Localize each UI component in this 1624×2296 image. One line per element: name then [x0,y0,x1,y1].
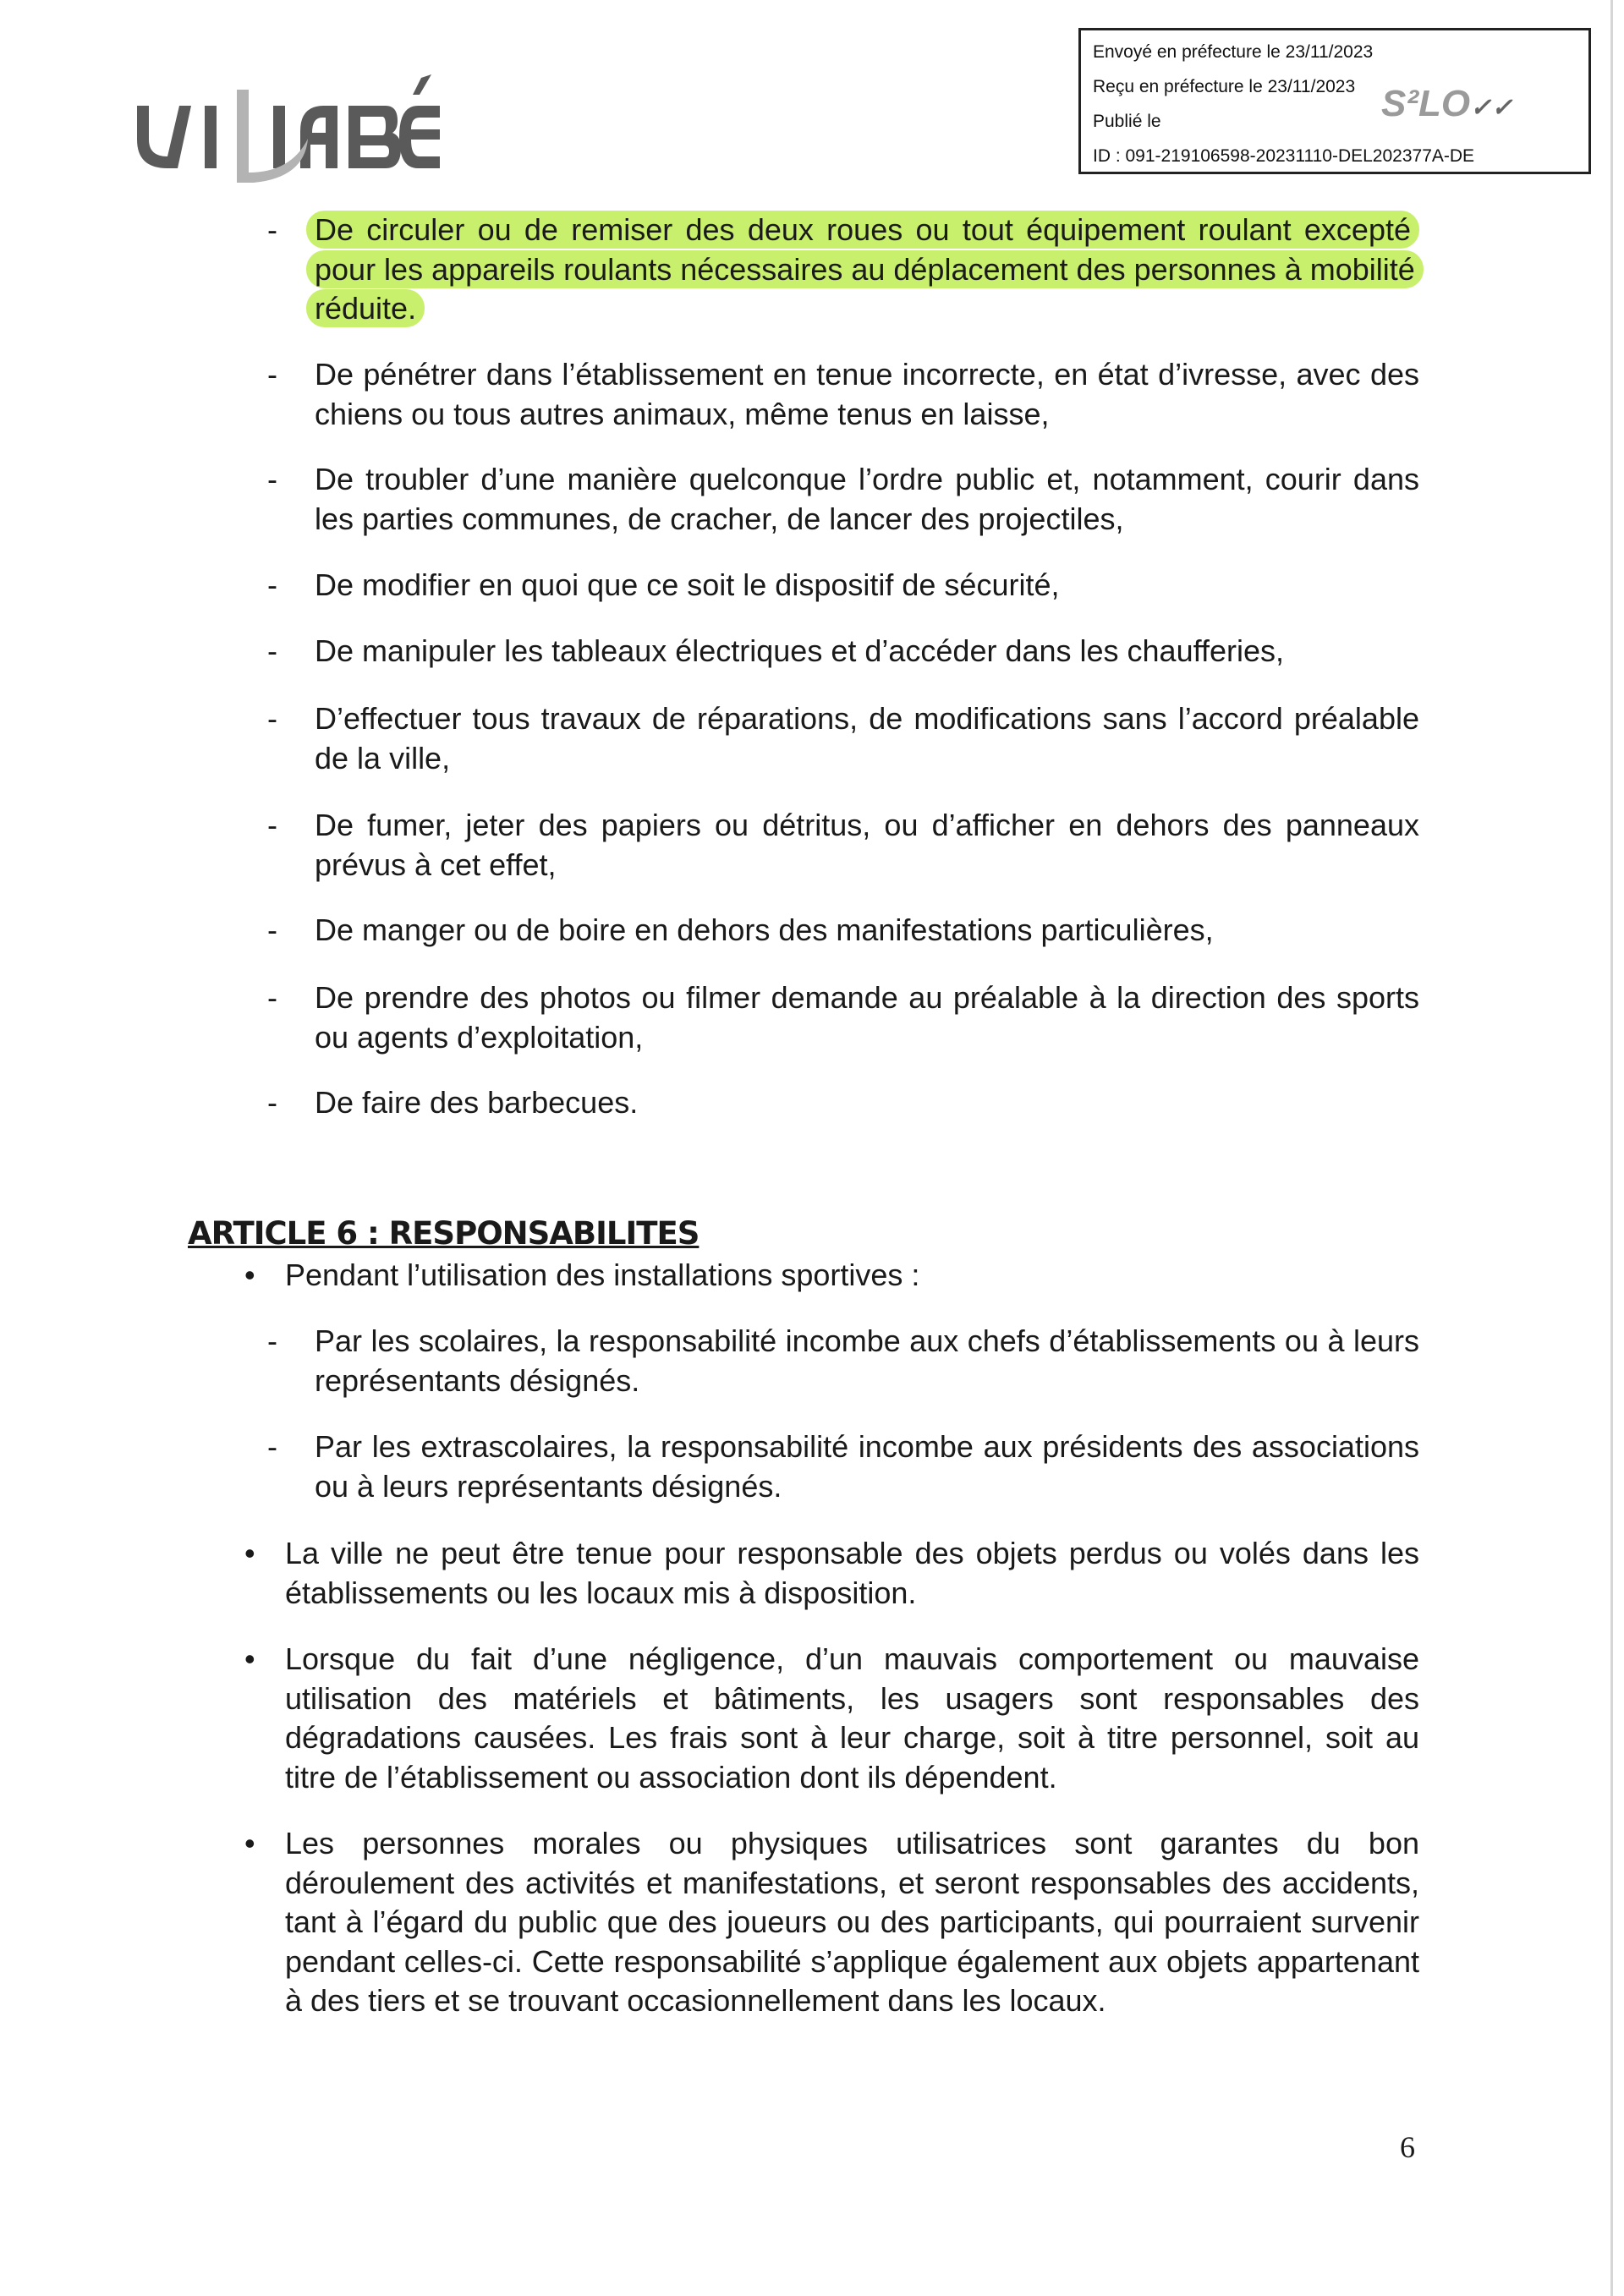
list-item-text: De modifier en quoi que ce soit le dispositif de sécurité, [315,567,1060,602]
dash-marker: - [267,808,277,842]
sub-list-item [267,1427,1419,1506]
page-edge [1610,0,1613,2296]
list-item-text: De faire des barbecues. [315,1085,639,1120]
list-item-text: D’effectuer tous travaux de réparations, de modifications sans l’accord préalable de la ville, [315,701,1419,775]
bullet-text: La ville ne peut être tenue pour responsable des objets perdus ou volés dans les établissements ou les locaux mis à disposition. [285,1536,1419,1610]
bullet-item [244,1824,1419,2021]
dash-marker: - [267,980,277,1015]
bullet-item [244,1534,1419,1613]
list-item [267,806,1419,885]
bullet-text: Pendant l’utilisation des installations sportives : [285,1258,920,1292]
list-item-text: De manger ou de boire en dehors des manifestations particulières, [315,912,1214,947]
stamp-received-date: Reçu en préfecture le 23/11/2023 [1093,77,1356,96]
list-item [267,978,1419,1057]
dash-marker: - [267,912,277,947]
sub-list-item [267,1322,1419,1400]
list-item [267,911,1419,951]
bullet-marker: • [244,1641,255,1676]
dash-marker: - [267,357,277,392]
dash-marker: - [267,1323,277,1358]
list-item [267,632,1419,671]
list-item [267,1083,1419,1123]
highlighted-text: De circuler ou de remiser des deux roues ou tout équipement roulant excepté pour les appareils roulants nécessaires au déplacement des personnes à mobilité réduite. [306,211,1424,327]
prefecture-stamp [1078,28,1591,174]
dash-marker: - [267,567,277,602]
stamp-id: ID : 091-219106598-20231110-DEL202377A-DE [1093,146,1475,166]
bullet-marker: • [244,1258,255,1292]
list-item-text: De prendre des photos ou filmer demande au préalable à la direction des sports ou agents d’exploitation, [315,980,1419,1055]
villabe-logo [127,68,448,195]
bullet-item [244,1256,1419,1296]
list-item-text: De fumer, jeter des papiers ou détritus, ou d’afficher en dehors des panneaux prévus à cet effet, [315,808,1419,882]
bullet-text: Les personnes morales ou physiques utilisatrices sont garantes du bon déroulement des activités et manifestations, et seront responsables des accidents, tant à l’égard du public que des joueurs ou des participants, qui pourraient survenir pendant celles-ci. Cette responsabilité s’applique également aux objets appartenant à des tiers et se trouvant occasionnellement dans les locaux. [285,1826,1419,2018]
bullet-marker: • [244,1536,255,1570]
stamp-sent-date: Envoyé en préfecture le 23/11/2023 [1093,42,1374,62]
list-item [267,460,1419,539]
page-number: 6 [1400,2130,1415,2164]
dash-marker: - [267,1085,277,1120]
bullet-item [244,1640,1419,1797]
dash-marker: - [267,633,277,668]
list-item [267,355,1419,434]
dash-marker: - [267,462,277,496]
s2lo-logo: S²LO✓✓ [1381,83,1513,124]
list-item-text: De manipuler les tableaux électriques et d’accéder dans les chaufferies, [315,633,1284,668]
list-item [267,211,1419,329]
list-item-text: Par les extrascolaires, la responsabilité incombe aux présidents des associations ou à leurs représentants désignés. [315,1429,1419,1504]
list-item-text: De pénétrer dans l’établissement en tenue incorrecte, en état d’ivresse, avec des chiens ou tous autres animaux, même tenus en laisse, [315,357,1419,431]
list-item [267,699,1419,778]
stamp-published: Publié le [1093,112,1161,131]
bullet-marker: • [244,1826,255,1860]
list-item [267,566,1419,606]
list-item-text: Par les scolaires, la responsabilité incombe aux chefs d’établissements ou à leurs représentants désignés. [315,1323,1419,1398]
list-item-text: De troubler d’une manière quelconque l’ordre public et, notamment, courir dans les parties communes, de cracher, de lancer des projectiles, [315,462,1419,536]
dash-marker: - [267,701,277,736]
dash-marker: - [267,1429,277,1464]
dash-marker: - [267,212,277,247]
bullet-text: Lorsque du fait d’une négligence, d’un mauvais comportement ou mauvaise utilisation des matériels et bâtiments, les usagers sont responsables des dégradations causées. Les frais sont à leur charge, soit à titre personnel, soit au titre de l’établissement ou association dont ils dépendent. [285,1641,1419,1795]
article-heading: ARTICLE 6 : RESPONSABILITES [188,1215,700,1252]
